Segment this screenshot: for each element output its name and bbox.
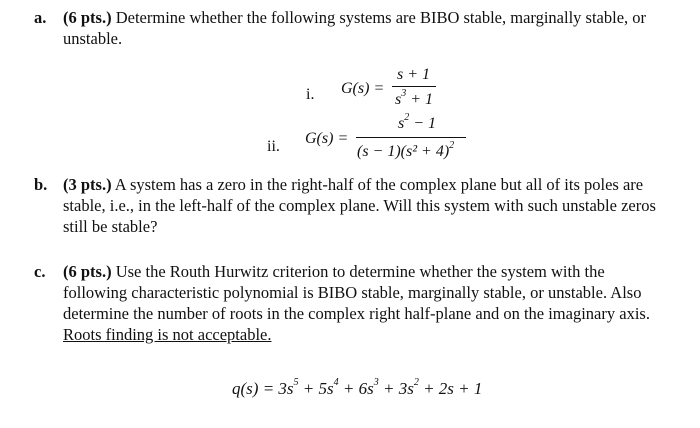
- part-a-line-1: [63, 8, 646, 28]
- part-c-text-1: Use the Routh Hurwitz criterion to determine whether the system with the: [111, 262, 605, 281]
- sub-ii-numerator: $s^2 - 1$: [398, 111, 437, 132]
- part-c-points: (6 pts.): [63, 262, 112, 281]
- part-b-text-3: still be stable?: [63, 217, 158, 236]
- part-c-text-2: following characteristic polynomial is BIBO stable, marginally stable, or unstable. Also: [63, 283, 642, 302]
- part-c-text-4: Roots finding is not acceptable.: [63, 325, 272, 344]
- sub-ii-label: ii.: [267, 138, 280, 155]
- part-a-label: a.: [34, 8, 47, 27]
- part-a-text-2: unstable.: [63, 29, 123, 48]
- sub-ii-denominator: $(s - 1)(s^2 + 4)^2$: [357, 139, 455, 160]
- part-a-points: (6 pts.): [63, 8, 112, 27]
- sub-i-numerator: s + 1: [397, 66, 431, 83]
- part-c-label: c.: [34, 262, 46, 281]
- part-b-text-2: stable, i.e., in the left-half of the complex plane. Will this system with such unstable zeros: [63, 196, 656, 215]
- sub-ii-fraction-bar: [356, 137, 466, 138]
- part-c-text-3: determine the number of roots in the complex right half-plane and on the imaginary axis.: [63, 304, 650, 323]
- sub-ii-lhs: G(s) =: [305, 130, 349, 147]
- part-b-line-1: [63, 175, 643, 195]
- polynomial: $q(s) = 3s^5 + 5s^4 + 6s^3 + 3s^2 + 2s + 1$: [232, 377, 483, 398]
- part-b-points: (3 pts.): [63, 175, 112, 194]
- sub-i-label: i.: [306, 86, 315, 103]
- sub-i-fraction-bar: [392, 86, 436, 87]
- part-c-line-1: [63, 262, 605, 282]
- part-b-text-1: A system has a zero in the right-half of the complex plane but all of its poles are: [111, 175, 644, 194]
- part-a-text-1: Determine whether the following systems are BIBO stable, marginally stable, or: [111, 8, 647, 27]
- part-b-label: b.: [34, 175, 48, 194]
- sub-i-denominator: $s^3 + 1$: [395, 87, 434, 108]
- sub-i-lhs: G(s) =: [341, 80, 385, 97]
